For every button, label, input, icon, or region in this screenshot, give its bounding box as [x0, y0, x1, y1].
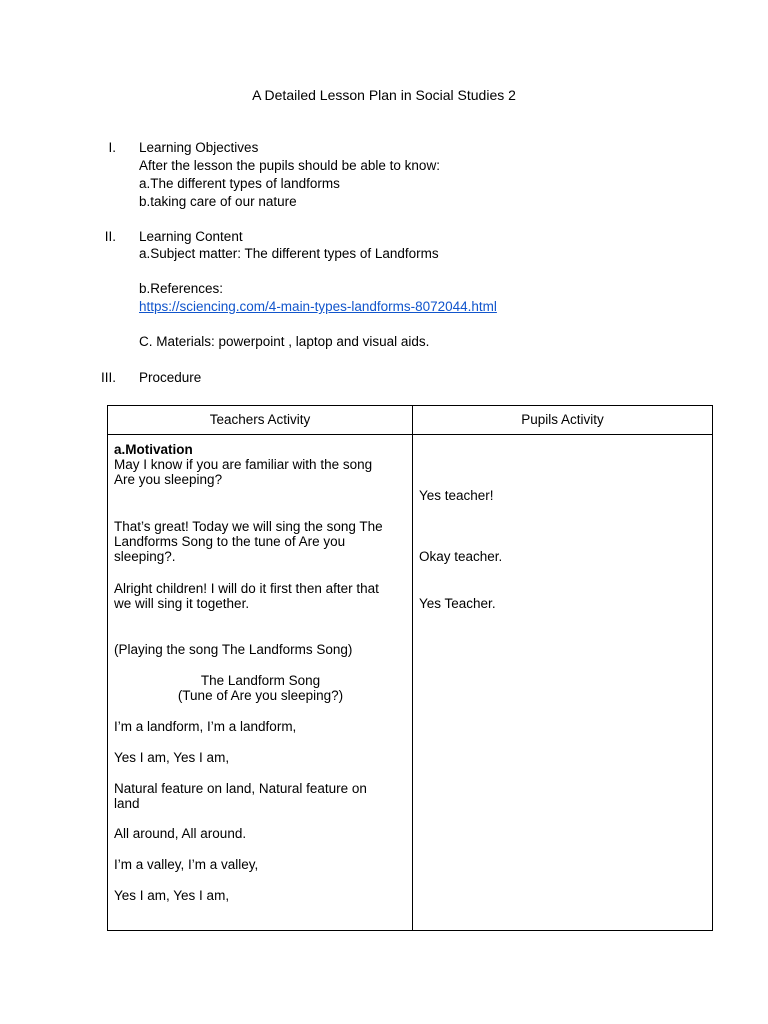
section-2-numeral: II.: [104, 229, 116, 244]
references-label: b.References:: [139, 281, 224, 296]
song-line: I’m a valley, I’m a valley,: [114, 857, 259, 872]
subject-matter: a.Subject matter: The different types of Landforms: [139, 246, 439, 261]
section-3-heading: Procedure: [139, 370, 202, 385]
teachers-activity-header: Teachers Activity: [108, 406, 413, 435]
pupils-activity-cell: [413, 435, 713, 931]
teacher-line: May I know if you are familiar with the song: [114, 457, 373, 472]
song-line: Yes I am, Yes I am,: [114, 750, 230, 765]
song-line: All around, All around.: [114, 826, 247, 841]
song-line: land: [114, 796, 140, 811]
objective-b: b.taking care of our nature: [139, 194, 297, 209]
song-line: Yes I am, Yes I am,: [114, 888, 230, 903]
song-title: The Landform Song: [200, 673, 321, 688]
pupil-line: Yes teacher!: [419, 488, 494, 503]
song-line: Natural feature on land, Natural feature on: [114, 781, 367, 796]
teacher-line: That’s great! Today we will sing the song The: [114, 519, 383, 534]
section-1-numeral: I.: [108, 140, 116, 155]
song-tune: (Tune of Are you sleeping?): [177, 688, 344, 703]
table-header-row: [108, 406, 713, 435]
teacher-line: Alright children! I will do it first then after that: [114, 581, 379, 596]
teacher-activity-cell: [108, 435, 413, 931]
teacher-line: Are you sleeping?: [114, 472, 223, 487]
document-title: A Detailed Lesson Plan in Social Studies 2: [252, 87, 516, 103]
procedure-table: [107, 405, 713, 931]
teacher-line: sleeping?.: [114, 549, 176, 564]
table-row: [108, 435, 713, 931]
section-3-numeral: III.: [100, 370, 116, 385]
pupil-line: Yes Teacher.: [419, 596, 496, 611]
teacher-line: we will sing it together.: [114, 596, 250, 611]
section-1-heading: Learning Objectives: [139, 140, 259, 155]
teacher-line: Landforms Song to the tune of Are you: [114, 534, 346, 549]
reference-link[interactable]: https://sciencing.com/4-main-types-landforms-8072044.html: [139, 299, 497, 314]
section-2-heading: Learning Content: [139, 229, 243, 244]
pupil-line: Okay teacher.: [419, 549, 503, 564]
pupils-activity-header: Pupils Activity: [413, 406, 713, 435]
objective-a: a.The different types of landforms: [139, 176, 340, 191]
materials: C. Materials: powerpoint , laptop and visual aids.: [139, 334, 430, 349]
motivation-heading: a.Motivation: [114, 442, 193, 457]
song-line: I’m a landform, I’m a landform,: [114, 719, 297, 734]
objectives-intro: After the lesson the pupils should be able to know:: [139, 158, 440, 173]
teacher-line: (Playing the song The Landforms Song): [114, 642, 353, 657]
